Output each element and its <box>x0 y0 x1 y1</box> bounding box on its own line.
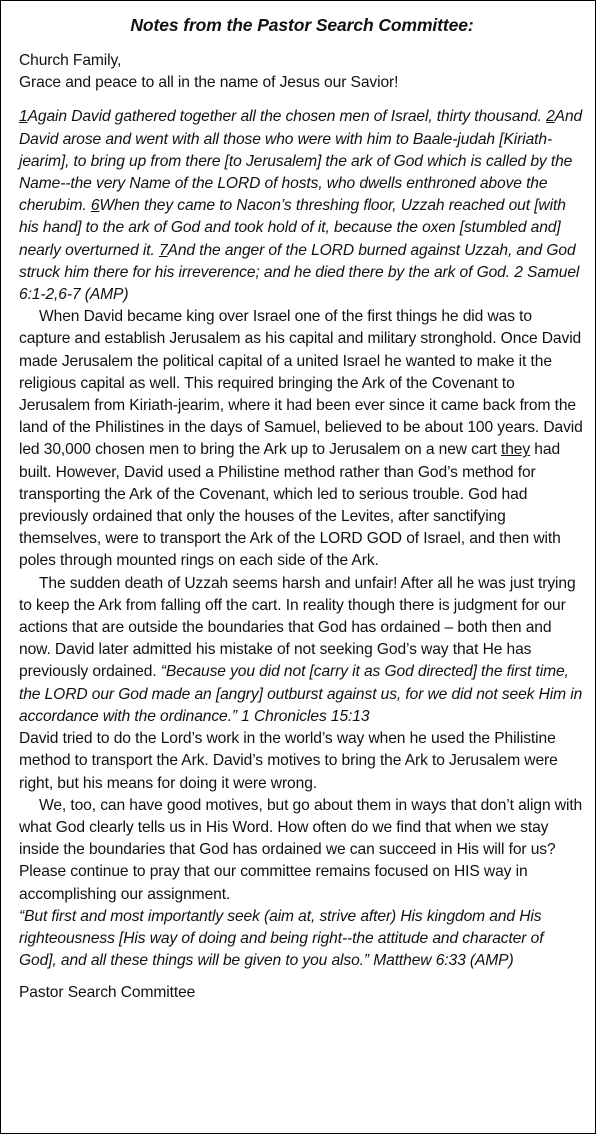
matthew-quote: “But first and most importantly seek (aim at, strive after) His kingdom and His righteousness [His way of doing and being right--the attitude and character of God], and all these things will be given to you also.” Matthew 6:33 (AMP) <box>19 907 544 970</box>
paragraph-worlds-way: David tried to do the Lord’s work in the world’s way when he used the Philistine method to transport the Ark. David’s motives to bring the Ark to Jerusalem were right, but his means for doing it were wrong. <box>19 730 558 792</box>
paragraph-david-jerusalem <box>19 306 585 572</box>
chronicles-quote: “Because you did not [carry it as God directed] the first time, the LORD our God made an [angry] outburst against us, for we did not seek Him in accordance with the ordinance.” 1 Chronicles 15:13 <box>19 663 583 725</box>
paragraph-1-text-a: When David became king over Israel one of the first things he did was to capture and establish Jerusalem as his capital and military stronghold. Once David made Jerusalem the political capital of a united Israel he wanted to make it the religious capital as well. This required bringing the Ark of the Covenant to Jerusalem from Kiriath-jearim, where it had been ever since it came back from the land of the Philistines in the days of Samuel, believed to be about 100 years. David led 30,000 chosen men to bring the Ark up to Jerusalem on a new cart <box>19 308 583 459</box>
verse-number-2: 2 <box>546 108 555 126</box>
signature: Pastor Search Committee <box>19 984 196 1002</box>
greeting-line-1: Church Family, <box>19 52 122 69</box>
verse-text-1: Again David gathered together all the chosen men of Israel, thirty thousand. <box>27 108 547 126</box>
verse-number-7: 7 <box>158 241 168 259</box>
paragraph-uzzah-death <box>19 573 585 728</box>
paragraph-1-text-b: had built. However, David used a Philistine method rather than God’s method for transporting the Ark of the Covenant, which led to serious trouble. God had previously ordained that only the houses of the Levites, after sanctifying themselves, were to transport the Ark of the LORD GOD of Israel, and then with poles through mounted rings on each side of the Ark. <box>19 441 561 570</box>
verse-text-7: And the anger of the LORD burned against Uzzah, and God struck him there for his irreverence; and he died there by the ark of God. 2 Samuel 6:1-2,6-7 (AMP) <box>19 241 580 304</box>
paragraph-1-underlined-word: they <box>501 441 531 459</box>
paragraph-2-text: The sudden death of Uzzah seems harsh and unfair! After all he was just trying to keep the Ark from falling off the cart. In reality though there is judgment for our actions that are outside the boundaries that God has ordained – both then and now. David later admitted his mistake of not seeking God’s way that He has previously ordained. <box>19 574 576 681</box>
greeting-line-2: Grace and peace to all in the name of Jesus our Savior! <box>19 74 399 92</box>
paragraph-good-motives: We, too, can have good motives, but go about them in ways that don’t align with what God clearly tells us in His Word. How often do we find that when we stay inside the boundaries that God has ordained we can succeed in His will for us? Please continue to pray that our committee remains focused on HIS way in accomplishing our assignment. <box>19 796 583 903</box>
verse-number-1: 1 <box>19 108 28 126</box>
verse-number-6: 6 <box>90 197 100 215</box>
verse-text-6: When they came to Nacon’s threshing floor, Uzzah reached out [with his hand] to the ark of God and took hold of it, because the oxen [stumbled and] nearly overturned it. <box>19 197 566 259</box>
scripture-passage-2-samuel <box>19 106 585 306</box>
page-title: Notes from the Pastor Search Committee: <box>130 15 474 35</box>
verse-text-2: And David arose and went with all those who were with him to Baale-judah [Kiriath-jearim], to bring up from there [to Jerusalem] the ark of God which is called by the Name--the very Name of the LORD of hosts, who dwells enthroned above the cherubim. <box>19 108 583 215</box>
